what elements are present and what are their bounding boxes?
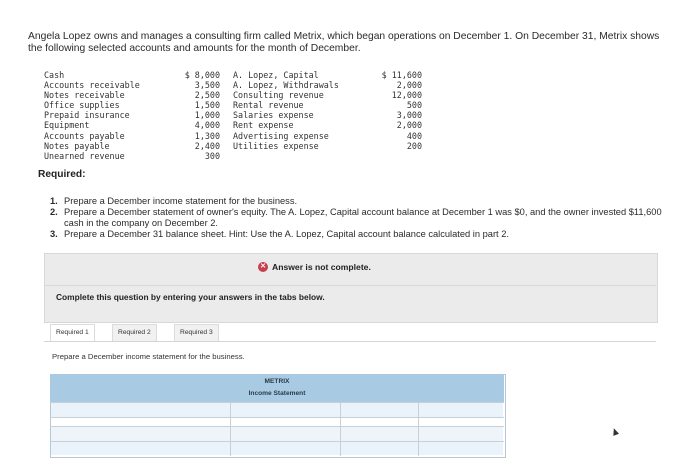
statement-title: Income Statement [248,390,306,397]
account-amount: 2,000 [396,80,422,91]
account-amount: 12,000 [391,90,422,101]
account-name: Equipment [44,120,90,131]
account-name: Accounts payable [44,130,125,141]
tab-required-1[interactable]: Required 1 [50,324,95,341]
statement-header [50,374,504,402]
item-number: 3. [50,229,58,239]
amount-input[interactable] [421,428,501,440]
accounts-left-names [44,70,140,161]
item-number: 1. [50,196,58,206]
requirement-tabs [44,318,656,343]
account-amount: 300 [204,150,220,161]
amount-input[interactable] [233,428,338,440]
account-amount: 400 [406,130,422,141]
account-name: Office supplies [44,100,120,111]
amount-input[interactable] [233,404,338,416]
answer-instruction: Complete this question by entering your answers in the tabs below. [56,292,325,302]
tabs-underline [44,341,656,342]
row-divider [50,402,504,403]
account-amount: 200 [406,140,422,151]
account-amount: $ 11,600 [381,70,422,80]
requirements-list [50,196,670,240]
required-heading: Required: [38,169,86,180]
account-amount: 2,000 [396,120,422,131]
accounts-list [0,70,700,160]
account-name: Accounts receivable [44,80,140,91]
tab-prompt: Prepare a December income statement for the business. [52,352,245,361]
account-amount: 1,500 [194,100,220,111]
account-amount: 2,400 [194,140,220,151]
account-amount: 1,000 [194,110,220,121]
account-amount: 2,500 [194,90,220,101]
item-text: Prepare a December 31 balance sheet. Hint: Use the A. Lopez, Capital account balance calculated in part 2. [64,229,509,239]
error-x-icon: ✕ [258,262,268,272]
account-name: Unearned revenue [44,150,125,161]
list-item [50,207,670,229]
account-name: Rent expense [233,120,294,131]
account-name: A. Lopez, Capital [233,70,319,80]
amount-input[interactable] [421,404,501,416]
account-name: Advertising expense [233,130,329,141]
column-divider [418,402,419,456]
table-row [51,442,503,455]
account-name: Rental revenue [233,100,304,111]
account-name: Utilities expense [233,140,319,151]
accounts-right-names [233,70,339,151]
amount-input[interactable] [343,404,416,416]
item-text: Prepare a December statement of owner's equity. The A. Lopez, Capital account balance at December 1 was $0, and the owner invested $11,600 cash in the company on December 2. [64,207,662,228]
accounts-left-amounts [180,70,220,161]
account-name: Notes payable [44,140,110,151]
account-amount: 1,300 [194,130,220,141]
item-text: Prepare a December income statement for the business. [64,196,298,206]
accounts-right-amounts [380,70,422,151]
column-divider [230,402,231,456]
item-number: 2. [50,207,58,217]
tab-required-2[interactable]: Required 2 [112,324,157,341]
account-amount: 4,000 [194,120,220,131]
amount-input[interactable] [343,428,416,440]
account-amount: 3,000 [396,110,422,121]
list-item [50,196,670,207]
column-divider [340,402,341,456]
account-label-input[interactable] [55,404,227,416]
answer-status [258,262,371,272]
company-name: METRIX [264,378,290,385]
account-name: A. Lopez, Withdrawals [233,80,339,91]
answer-status-text: Answer is not complete. [272,262,371,272]
account-name: Consulting revenue [233,90,324,101]
account-name: Salaries expense [233,110,314,121]
list-item [50,229,670,240]
account-name: Cash [44,70,65,80]
tab-required-3[interactable]: Required 3 [174,324,219,341]
divider [44,285,656,286]
account-amount: 500 [406,100,422,111]
account-name: Prepaid insurance [44,110,130,121]
mouse-cursor-icon [611,427,619,436]
account-amount: 3,500 [194,80,220,91]
account-amount: $ 8,000 [184,70,220,80]
problem-intro: Angela Lopez owns and manages a consulting firm called Metrix, which began operations on December 1. On December 31, Metrix shows the following selected accounts and amounts for the month of December. [28,31,660,54]
account-name: Notes receivable [44,90,125,101]
account-label-input[interactable] [55,428,227,440]
